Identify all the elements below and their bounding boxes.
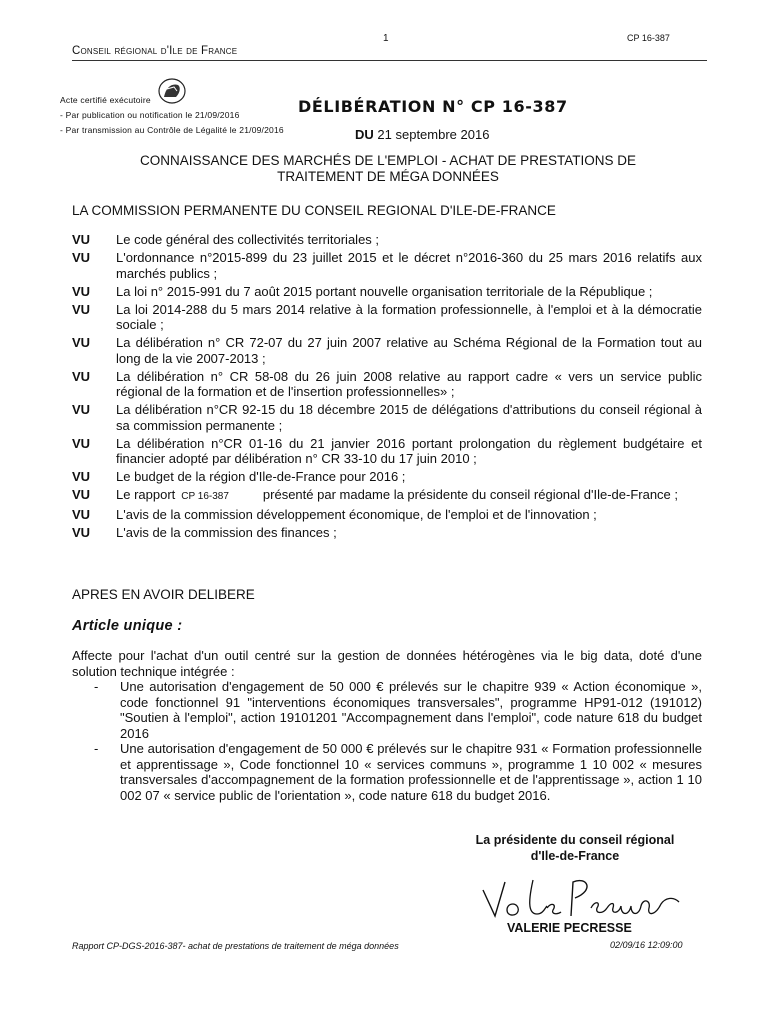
visa-text: Le budget de la région d'Ile-de-France pour 2016 ;: [116, 469, 406, 484]
visa-item: [72, 436, 702, 467]
vu-label: VU: [72, 525, 91, 540]
vu-label: VU: [72, 283, 91, 299]
visa-text: La délibération n°CR 01-16 du 21 janvier 2016 portant prolongation du règlement budgétaire et financier adopté par délibération n° CR 33-10 du 17 juin 2010 ;: [116, 435, 702, 466]
visa-text: [116, 487, 702, 505]
vu-label: VU: [72, 507, 91, 522]
page-number: 1: [383, 33, 389, 44]
rapport-after: présenté par madame la présidente du conseil régional d'Ile-de-France ;: [262, 487, 679, 502]
vu-label: VU: [72, 435, 91, 451]
stamp-line-certified: Acte certifié exécutoire: [60, 95, 151, 105]
vu-label: VU: [72, 301, 91, 317]
bullet-dash: -: [94, 679, 99, 694]
rapport-before: Le rapport: [116, 487, 176, 502]
rapport-reference: CP 16-387: [181, 491, 229, 502]
bullet-dash: -: [94, 741, 99, 756]
signatory-name: VALERIE PECRESSE: [507, 921, 632, 935]
handwritten-signature: [475, 868, 685, 928]
vu-label: VU: [72, 335, 91, 350]
list-item: [92, 679, 702, 741]
visa-item: [72, 284, 702, 300]
visa-item: [72, 469, 702, 485]
footer-report-reference: Rapport CP-DGS-2016-387- achat de prestations de traitement de méga données: [72, 941, 399, 951]
visa-text: La loi 2014-288 du 5 mars 2014 relative à la formation professionnelle, à l'emploi et à la démocratie sociale ;: [116, 301, 702, 332]
bullet-text: Une autorisation d'engagement de 50 000 € prélevés sur le chapitre 931 « Formation professionnelle et apprentissage », Code fonctionnel 10 « services communs », programme 1 10 002 « mesures transversales d'accompagnement de la formation professionnelle et de l'apprentissage », action 1 10 002 07 « service public de l'orientation », code nature 618 du budget 2016.: [120, 741, 702, 803]
visa-item: [72, 302, 702, 333]
visa-text: La délibération n°CR 92-15 du 18 décembre 2015 de délégations d'attributions du conseil régional à sa commission permanente ;: [116, 402, 702, 433]
list-item: [92, 741, 702, 803]
visa-item: [72, 232, 702, 248]
visa-text: La délibération n° CR 58-08 du 26 juin 2008 relative au rapport cadre « vers un service public régional de la formation et de l'insertion professionnelles» ;: [116, 368, 702, 399]
visa-item: [72, 335, 702, 366]
visa-text: Le code général des collectivités territoriales ;: [116, 232, 380, 247]
commission-heading: LA COMMISSION PERMANENTE DU CONSEIL REGIONAL D'ILE-DE-FRANCE: [72, 203, 556, 218]
organization-name: Conseil régional d'Ile de France: [72, 45, 238, 57]
bullet-text: Une autorisation d'engagement de 50 000 € prélevés sur le chapitre 939 « Action économique », code fonctionnel 91 "interventions économiques transversales", programme HP91-012 (191012) "Soutien à l'emploi", action 19101201 "Accompagnement dans l'emploi", code nature 618 du budget 2016: [120, 679, 702, 741]
footer-timestamp: 02/09/16 12:09:00: [610, 940, 683, 950]
visa-text: La délibération n° CR 72-07 du 27 juin 2007 relative au Schéma Régional de la Formation tout au long de la vie 2007-2013 ;: [116, 335, 702, 366]
vu-label: VU: [72, 487, 91, 502]
signatory-title-line-1: La présidente du conseil régional: [475, 833, 675, 847]
subject-line-2: TRAITEMENT DE MÉGA DONNÉES: [277, 169, 499, 184]
visa-text: L'avis de la commission des finances ;: [116, 525, 337, 540]
visa-item: [72, 250, 702, 281]
article-body: Affecte pour l'achat d'un outil centré sur la gestion de données hétérogènes via le big data, doté d'une solution technique intégrée :: [72, 648, 702, 679]
deliberation-date: [355, 127, 489, 142]
header-reference: CP 16-387: [627, 33, 670, 43]
stamp-line-publication: - Par publication ou notification le 21/09/2016: [60, 110, 240, 120]
header-divider: [72, 60, 707, 61]
visa-text: L'ordonnance n°2015-899 du 23 juillet 2015 et le décret n°2016-360 du 25 mars 2016 relatifs aux marchés publics ;: [116, 250, 702, 281]
vu-label: VU: [72, 368, 91, 384]
visas-list: [72, 232, 702, 543]
article-title: Article unique :: [72, 618, 183, 634]
signatory-title-line-2: d'Ile-de-France: [530, 849, 620, 863]
apres-heading: APRES EN AVOIR DELIBERE: [72, 587, 255, 602]
vu-label: VU: [72, 232, 91, 247]
vu-label: VU: [72, 469, 91, 484]
visa-item: [72, 525, 702, 541]
visa-text: La loi n° 2015-991 du 7 août 2015 portant nouvelle organisation territoriale de la République ;: [116, 283, 653, 299]
visa-item: [72, 369, 702, 400]
vu-label: VU: [72, 250, 91, 265]
visa-item: [72, 402, 702, 433]
signatory-title: [440, 832, 710, 864]
deliberation-title: DÉLIBÉRATION N° CP 16-387: [298, 97, 568, 116]
marianne-seal-icon: [150, 75, 190, 105]
vu-label: VU: [72, 402, 91, 417]
visa-item-rapport: [72, 487, 702, 505]
deliberation-subject: [72, 153, 704, 185]
visa-text: L'avis de la commission développement économique, de l'emploi et de l'innovation ;: [116, 507, 597, 522]
stamp-line-legality: - Par transmission au Contrôle de Légalité le 21/09/2016: [60, 125, 284, 135]
visa-item: [72, 507, 702, 523]
date-value: 21 septembre 2016: [377, 127, 490, 142]
subject-line-1: CONNAISSANCE DES MARCHÉS DE L'EMPLOI - ACHAT DE PRESTATIONS DE: [140, 153, 636, 168]
allocation-list: [92, 679, 702, 803]
date-prefix: DU: [355, 127, 374, 142]
